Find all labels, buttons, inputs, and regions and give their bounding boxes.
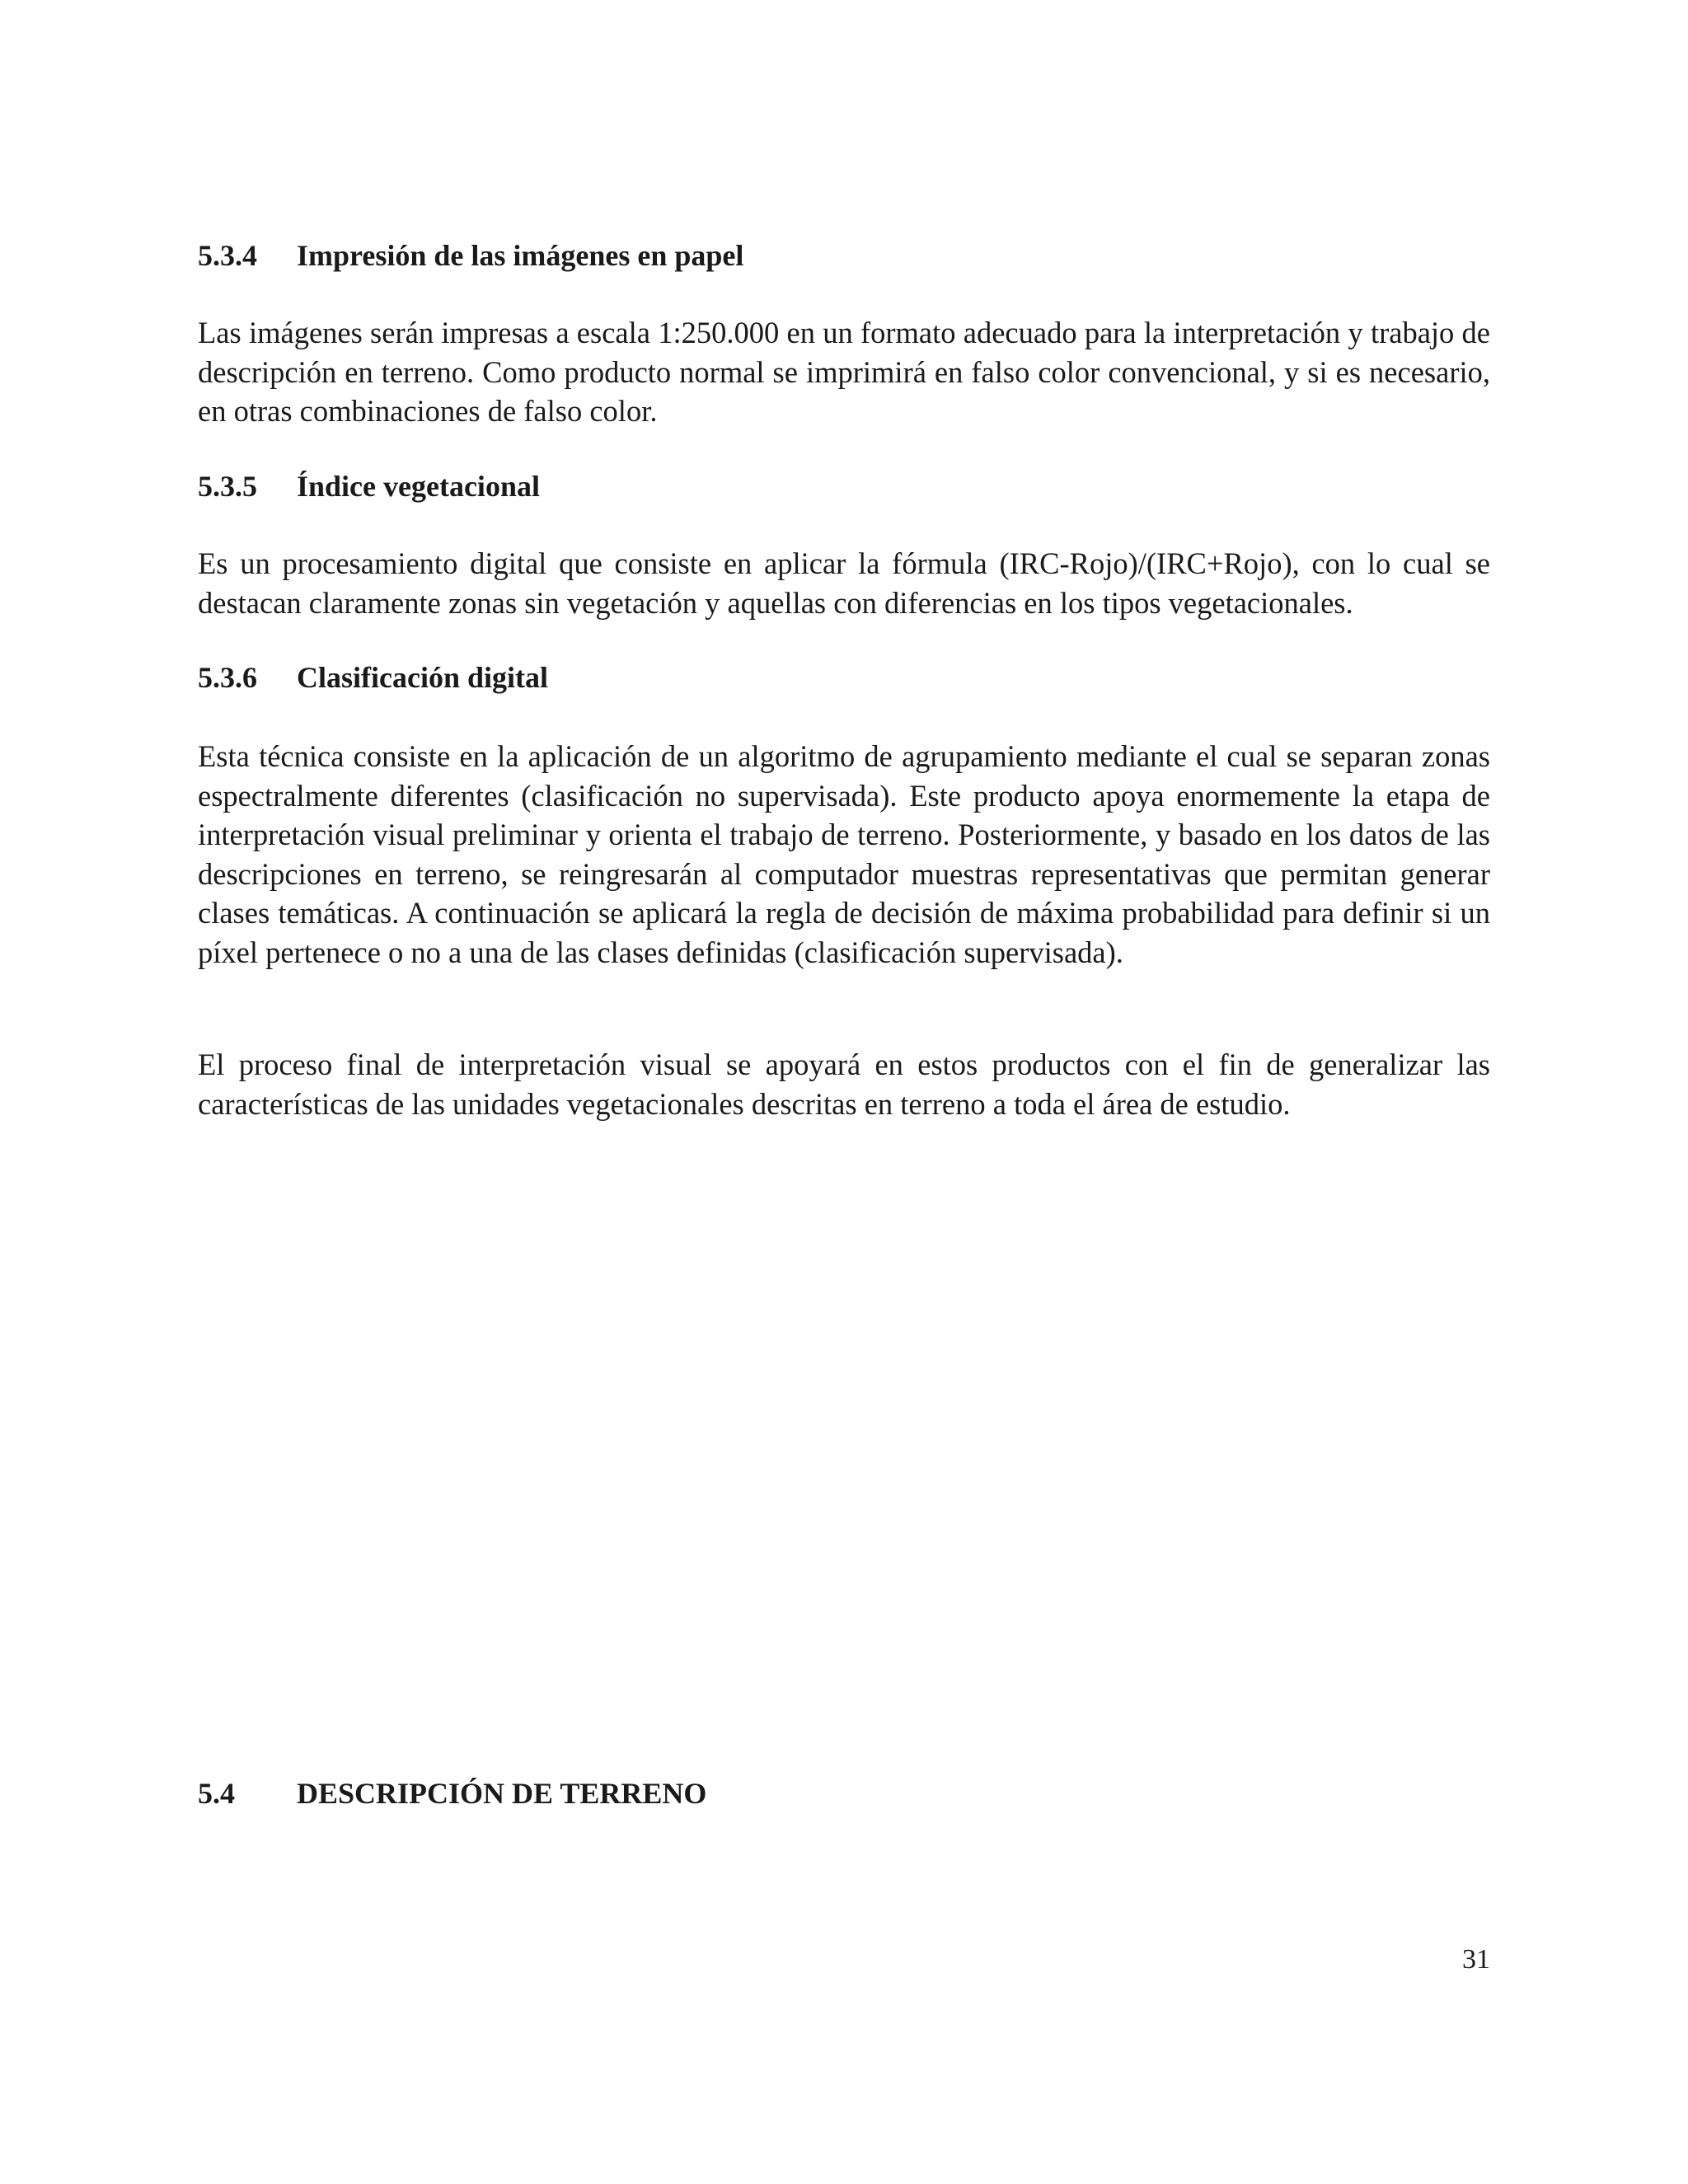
- section-title: Índice vegetacional: [297, 470, 540, 503]
- section-number: 5.3.4: [198, 239, 257, 272]
- section-heading-5-4: [198, 1775, 706, 1811]
- paragraph: Las imágenes serán impresas a escala 1:250.000 en un formato adecuado para la interpretación y trabajo de descripción en terreno. Como producto normal se imprimirá en falso color convencional, y si es necesario, en otras combinaciones de falso color.: [198, 316, 1490, 428]
- section-heading-5-3-4: [198, 237, 743, 274]
- section-title: Impresión de las imágenes en papel: [297, 239, 744, 272]
- paragraph: Esta técnica consiste en la aplicación de un algoritmo de agrupamiento mediante el cual se separan zonas espectralmente diferentes (clasificación no supervisada). Este producto apoya enormemente la etapa de interpretación visual preliminar y orienta el trabajo de terreno. Posteriormente, y basado en los datos de las descripciones en terreno, se reingresarán al computador muestras representativas que permitan generar clases temáticas. A continuación se aplicará la regla de decisión de máxima probabilidad para definir si un píxel pertenece o no a una de las clases definidas (clasificación supervisada).: [198, 739, 1490, 969]
- section-number: 5.3.5: [198, 470, 257, 503]
- section-heading-5-3-5: [198, 468, 540, 504]
- section-number: 5.3.6: [198, 661, 257, 694]
- paragraph: El proceso final de interpretación visual se apoyará en estos productos con el fin de generalizar las características de las unidades vegetacionales descritas en terreno a toda el área de estudio.: [198, 1047, 1490, 1121]
- paragraph: Es un procesamiento digital que consiste en aplicar la fórmula (IRC-Rojo)/(IRC+Rojo), con lo cual se destacan claramente zonas sin vegetación y aquellas con diferencias en los tipos vegetacionales.: [198, 546, 1490, 620]
- section-number: 5.4: [198, 1777, 235, 1810]
- section-heading-5-3-6: [198, 659, 548, 696]
- page-number: 31: [1462, 1944, 1490, 1975]
- section-title: DESCRIPCIÓN DE TERRENO: [297, 1777, 707, 1810]
- section-title: Clasificación digital: [297, 661, 548, 694]
